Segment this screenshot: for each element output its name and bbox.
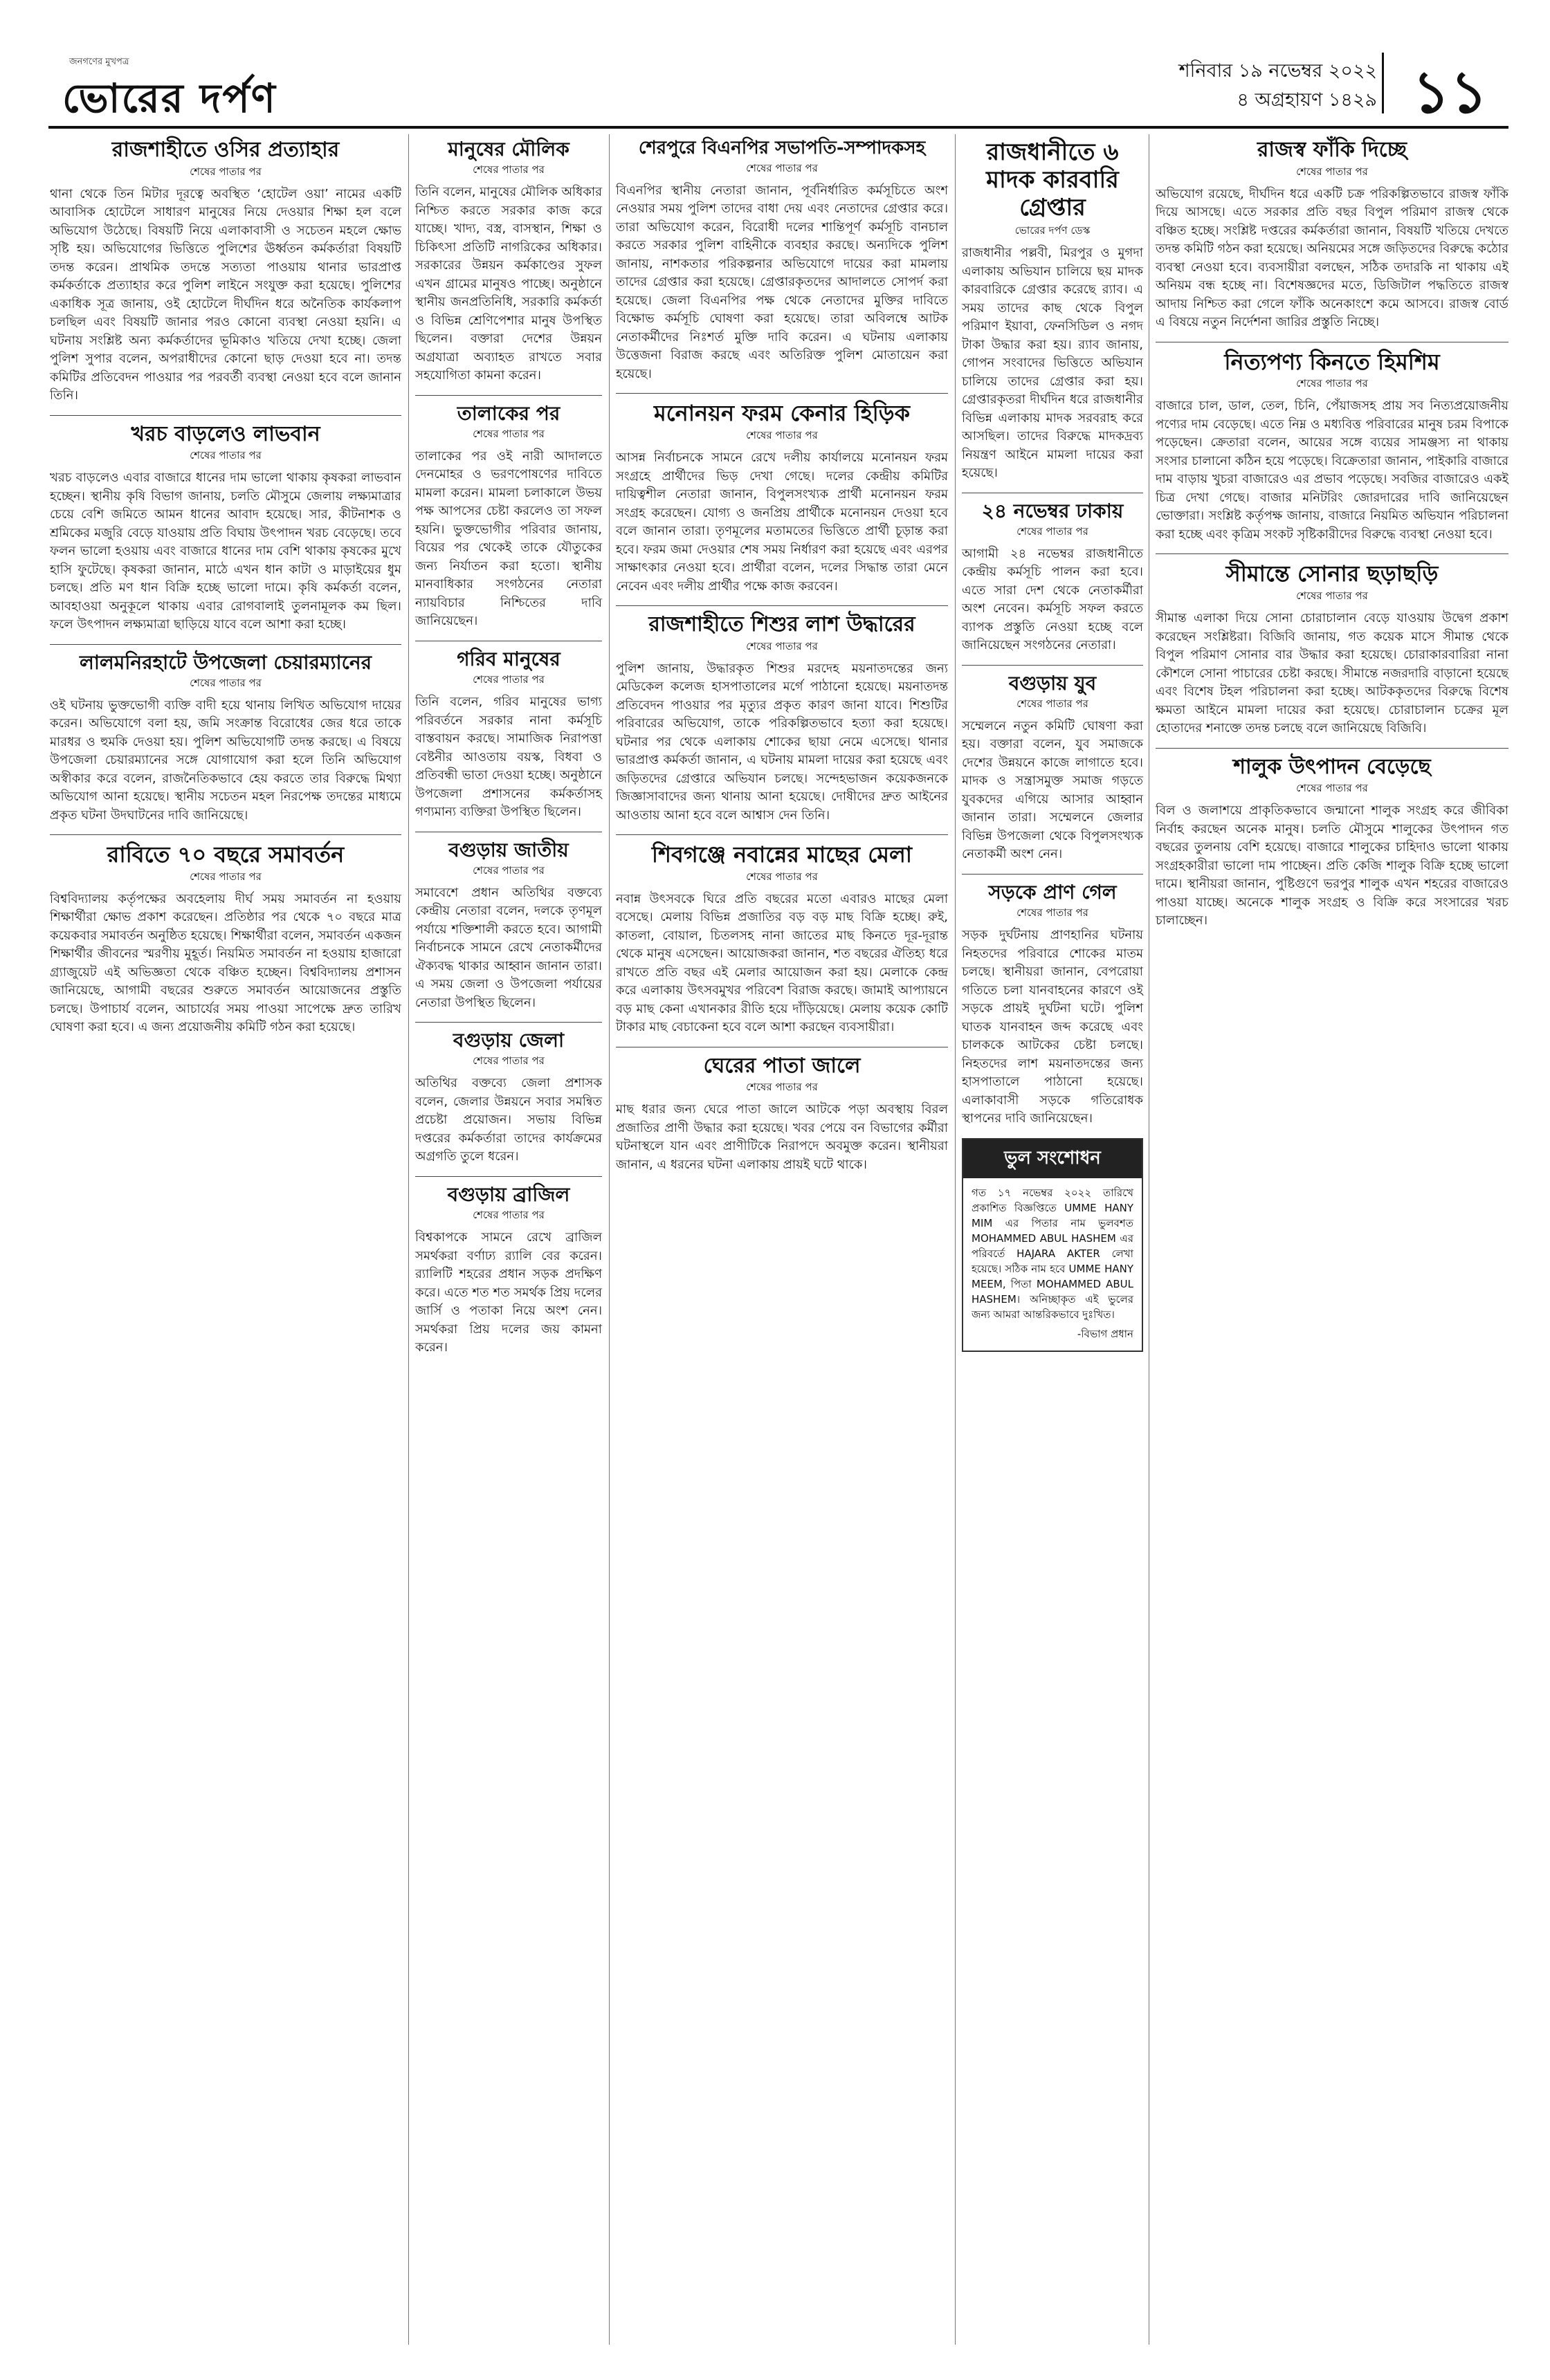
- column-1: [50, 134, 401, 1047]
- kicker: শেষের পাতার পর: [746, 870, 818, 883]
- kicker: শেষের পাতার পর: [190, 449, 262, 461]
- divider: [415, 1176, 602, 1177]
- headline: রাজস্ব ফাঁকি দিচ্ছে: [1257, 138, 1407, 162]
- headline: সড়কে প্রাণ গেল: [988, 880, 1117, 904]
- headline: রাজশাহীতে ওসির প্রত্যাহার: [111, 138, 340, 162]
- date-block: [1179, 57, 1377, 115]
- logo-text: ভোরের দর্পণ: [62, 75, 277, 122]
- article-simante: [1156, 561, 1508, 738]
- article-dhaka-24: [962, 500, 1143, 655]
- article-rabi-70: [50, 842, 401, 1037]
- headline: রাজশাহীতে শিশুর লাশ উদ্ধারের: [648, 612, 915, 637]
- headline: শিবগঞ্জে নবান্নের মাছের মেলা: [651, 841, 913, 868]
- article-bogura-jubo: [962, 672, 1143, 864]
- kicker: ভোরের দর্পণ ডেস্ক: [1014, 224, 1091, 237]
- tagline: জনগণের মুখপত্র: [69, 57, 129, 67]
- headline: মানুষের মৌলিক: [448, 138, 569, 161]
- kicker: শেষের পাতার পর: [1016, 697, 1088, 710]
- article-rajshahi-osir: [50, 138, 401, 405]
- article-bogura-brazil: [415, 1184, 602, 1357]
- divider: [616, 605, 948, 606]
- article-body: সড়ক দুর্ঘটনায় প্রাণহানির ঘটনায় নিহতদের পরিবারে শোকের মাতম চলছে। স্থানীয়রা জানান, বেপরোয়া গতিতে চলা যানবাহনের কারণে ওই সড়কে প্রায়ই দুর্ঘটনা ঘটে। পুলিশ ঘাতক যানবাহন জব্দ করেছে এবং চালককে আটকের চেষ্টা চলছে। নিহতদের লাশ ময়নাতদন্তের জন্য হাসপাতালে পাঠানো হয়েছে। এলাকাবাসী সড়কে গতিরোধক স্থাপনের দাবি জানিয়েছেন।: [962, 928, 1143, 1126]
- divider: [616, 834, 948, 835]
- article-body: খরচ বাড়লেও এবার বাজারে ধানের দাম ভালো থাকায় কৃষকরা লাভবান হচ্ছেন। স্থানীয় কৃষি বিভাগ জানায়, চলতি মৌসুমে জেলায় লক্ষ্যমাত্রার চেয়ে বেশি জমিতে আমন ধানের আবাদ হয়েছে। সার, কীটনাশক ও শ্রমিকের মজুরি বেড়ে যাওয়ায় প্রতি বিঘায় উৎপাদন খরচ বেড়েছে। তবে ফলন ভালো হওয়ায় এবং বাজারে ধানের দাম বেশি থাকায় কৃষকের মুখে হাসি ফুটেছে। কৃষকরা জানান, মাঠে এখন ধান কাটা ও মাড়াইয়ের ধুম চলছে। প্রতি মণ ধান বিক্রি হচ্ছে ভালো দামে। কৃষি কর্মকর্তা বলেন, আবহাওয়া অনুকূলে থাকায় এবার রোগবালাই তুলনামূলক কম ছিল। ফলে উৎপাদন লক্ষ্যমাত্রা ছাড়িয়ে যাবে বলে আশা করা হচ্ছে।: [50, 470, 401, 632]
- divider: [415, 395, 602, 396]
- column-separator: [955, 134, 956, 2345]
- kicker: শেষের পাতার পর: [190, 676, 262, 689]
- headline: গরিব মানুষের: [457, 647, 560, 670]
- column-separator: [408, 134, 409, 2345]
- article-body: অতিথির বক্তব্যে জেলা প্রশাসক বলেন, জেলার উন্নয়নে সবার সমন্বিত প্রচেষ্টা প্রয়োজন। সভায় বিভিন্ন দপ্তরের কর্মকর্তারা তাদের কার্যক্রমের অগ্রগতি তুলে ধরেন।: [415, 1076, 602, 1164]
- article-body: আগামী ২৪ নভেম্বর রাজধানীতে কেন্দ্রীয় কর্মসূচি পালন করা হবে। এতে সারা দেশ থেকে নেতাকর্মীরা অংশ নেবেন। কর্মসূচি সফল করতে ব্যাপক প্রস্তুতি নেওয়া হচ্ছে বলে জানিয়েছেন সংগঠনের নেতারা।: [962, 546, 1143, 653]
- article-body: তিনি বলেন, গরিব মানুষের ভাগ্য পরিবর্তনে সরকার নানা কর্মসূচি বাস্তবায়ন করছে। সামাজিক নিরাপত্তা বেষ্টনীর আওতায় বয়স্ক, বিধবা ও প্রতিবন্ধী ভাতা দেওয়া হচ্ছে। অনুষ্ঠানে উপজেলা প্রশাসনের কর্মকর্তাসহ গণ্যমান্য ব্যক্তিরা উপস্থিত ছিলেন।: [415, 695, 602, 820]
- article-body: থানা থেকে তিন মিটার দূরত্বে অবস্থিত ‘হোটেল ওয়া’ নামের একটি আবাসিক হোটেলে সাধারণ মানুষের নিয়ে দেওয়ার শিক্ষা হল বলে অভিযোগ উঠেছে। বিষয়টি নিয়ে এলাকাবাসী ও সচেতন মহলে ক্ষোভ সৃষ্টি হয়। অভিযোগের ভিত্তিতে পুলিশের ঊর্ধ্বতন কর্মকর্তারা বিষয়টি তদন্ত করেন। প্রাথমিক তদন্তে সত্যতা পাওয়ায় থানার ভারপ্রাপ্ত কর্মকর্তাকে প্রত্যাহার করে পুলিশ লাইনে সংযুক্ত করা হয়েছে। পুলিশের একাধিক সূত্র জানায়, ওই হোটেলে দীর্ঘদিন ধরে অনৈতিক কার্যকলাপ চলছিল এবং বিষয়টি জানার পরও কোনো ব্যবস্থা নেওয়া হয়নি। এ ঘটনায় সংশ্লিষ্ট অন্য কর্মকর্তাদের ভূমিকাও খতিয়ে দেখা হচ্ছে। জেলা পুলিশ সুপার বলেন, অপরাধীদের কোনো ছাড় দেওয়া হবে না। তদন্ত কমিটির প্রতিবেদন পাওয়ার পর পরবর্তী ব্যবস্থা নেওয়া হবে বলে জানান তিনি।: [50, 186, 401, 403]
- article-body: আসন্ন নির্বাচনকে সামনে রেখে দলীয় কার্যালয়ে মনোনয়ন ফরম সংগ্রহে প্রার্থীদের ভিড় দেখা গেছে। দলের কেন্দ্রীয় কমিটির দায়িত্বশীল নেতারা জানান, বিপুলসংখ্যক প্রার্থী মনোনয়ন ফরম সংগ্রহ করেছেন। যোগ্য ও জনপ্রিয় প্রার্থীকে মনোনয়ন দেওয়া হবে বলে জানান তারা। তৃণমূলের মতামতের ভিত্তিতে প্রার্থী চূড়ান্ত করা হবে। ফরম জমা দেওয়ার শেষ সময় নির্ধারণ করা হয়েছে এবং এরপর সাক্ষাৎকার নেওয়া হবে। প্রার্থীরা বলেন, দলের সিদ্ধান্ত তারা মেনে নেবেন এবং দলীয় প্রার্থীর পক্ষে কাজ করবেন।: [616, 450, 948, 594]
- headline: ২৪ নভেম্বর ঢাকায়: [981, 499, 1124, 522]
- kicker: শেষের পাতার পর: [1296, 377, 1368, 390]
- kicker: শেষের পাতার পর: [473, 673, 545, 686]
- newspaper-logo: [62, 68, 277, 135]
- kicker: শেষের পাতার পর: [1016, 906, 1088, 919]
- divider: [962, 665, 1143, 666]
- headline: তালাকের পর: [457, 401, 560, 425]
- correction-body: গত ১৭ নভেম্বর ২০২২ তারিখে প্রকাশিত বিজ্ঞপ্তিতে UMME HANY MIM এর পিতার নাম ভুলবশত MOHAMMED ABUL HASHEM এর পরিবর্তে HAJARA AKTER লেখা হয়েছে। সঠিক নাম হবে UMME HANY MEEM, পিতা MOHAMMED ABUL HASHEM। অনিচ্ছাকৃত এই ভুলের জন্য আমরা আন্তরিকভাবে দুঃখিত।: [972, 1186, 1133, 1321]
- article-garib: [415, 648, 602, 822]
- article-manusher: [415, 138, 602, 385]
- kicker: শেষের পাতার পর: [473, 1054, 545, 1068]
- article-manonayan: [616, 401, 948, 596]
- article-body: বিএনপির স্থানীয় নেতারা জানান, পূর্বনির্ধারিত কর্মসূচিতে অংশ নেওয়ার সময় পুলিশ তাদের বাধা দেয় এবং নেতাদের গ্রেপ্তার করে। তারা অভিযোগ করেন, বিরোধী দলের শান্তিপূর্ণ কর্মসূচি বানচাল করতে সরকার পুলিশ বাহিনীকে ব্যবহার করছে। অন্যদিকে পুলিশ জানায়, নাশকতার পরিকল্পনার অভিযোগে দায়ের করা মামলায় তাদের গ্রেপ্তার করা হয়েছে। গ্রেপ্তারকৃতদের আদালতে সোপর্দ করা হয়েছে। জেলা বিএনপির পক্ষ থেকে নেতাদের মুক্তির দাবিতে বিক্ষোভ কর্মসূচি ঘোষণা করা হয়েছে। তারা অবিলম্বে আটক নেতাকর্মীদের নিঃশর্ত মুক্তি দাবি করেন। এ ঘটনায় এলাকায় উত্তেজনা বিরাজ করছে এবং অতিরিক্ত পুলিশ মোতায়েন করা হয়েছে।: [616, 183, 948, 381]
- page-number: ১১: [1412, 57, 1488, 126]
- column-3: [616, 134, 948, 1184]
- date-divider: [1382, 53, 1384, 113]
- kicker: শেষের পাতার পর: [746, 161, 818, 174]
- kicker: শেষের পাতার পর: [746, 429, 818, 442]
- kicker: শেষের পাতার পর: [1296, 782, 1368, 795]
- divider: [50, 644, 401, 645]
- article-body: বিল ও জলাশয়ে প্রাকৃতিকভাবে জন্মানো শালুক সংগ্রহ করে জীবিকা নির্বাহ করছেন অনেক মানুষ। চলতি মৌসুমে শালুকের উৎপাদন গত বছরের তুলনায় বেশি হয়েছে। বাজারে শালুকের চাহিদাও ভালো থাকায় সংগ্রহকারীরা ভালো দাম পাচ্ছেন। প্রতি কেজি শালুক বিক্রি হচ্ছে ভালো দামে। স্থানীয়রা জানান, পুষ্টিগুণে ভরপুর শালুক এখন শহরের বাজারেও পাওয়া যাচ্ছে। অনেকে শালুক সংগ্রহ ও বিক্রি করে সংসারের খরচ চালাচ্ছেন।: [1156, 803, 1508, 928]
- article-body: সম্মেলনে নতুন কমিটি ঘোষণা করা হয়। বক্তারা বলেন, যুব সমাজকে দেশের উন্নয়নে কাজে লাগাতে হবে। মাদক ও সন্ত্রাসমুক্ত সমাজ গড়তে যুবকদের এগিয়ে আসার আহ্বান জানান তারা। সম্মেলনে জেলার বিভিন্ন উপজেলা থেকে বিপুলসংখ্যক নেতাকর্মী অংশ নেন।: [962, 718, 1143, 862]
- article-body: অভিযোগ রয়েছে, দীর্ঘদিন ধরে একটি চক্র পরিকল্পিতভাবে রাজস্ব ফাঁকি দিয়ে আসছে। এতে সরকার প্রতি বছর বিপুল পরিমাণ রাজস্ব থেকে বঞ্চিত হচ্ছে। সংশ্লিষ্ট দপ্তরের কর্মকর্তারা জানান, বিষয়টি খতিয়ে দেখতে তদন্ত কমিটি গঠন করা হয়েছে। অনিয়মের সঙ্গে জড়িতদের বিরুদ্ধে কঠোর ব্যবস্থা নেওয়া হবে। ব্যবসায়ীরা বলছেন, সঠিক তদারকি না থাকায় এই অনিয়ম বন্ধ হচ্ছে না। বিশেষজ্ঞদের মতে, ডিজিটাল পদ্ধতিতে রাজস্ব আদায় নিশ্চিত করা গেলে ফাঁকি অনেকাংশে কমে আসবে। রাজস্ব বোর্ড এ বিষয়ে নতুন নির্দেশনা জারির প্রস্তুতি নিচ্ছে।: [1156, 186, 1508, 329]
- date-bengali: ৪ অগ্রহায়ণ ১৪২৯: [1237, 89, 1377, 111]
- headline: খরচ বাড়লেও লাভবান: [131, 421, 320, 446]
- article-body: তিনি বলেন, মানুষের মৌলিক অধিকার নিশ্চিত করতে সরকার কাজ করে যাচ্ছে। খাদ্য, বস্ত্র, বাসস্থান, শিক্ষা ও চিকিৎসা প্রতিটি নাগরিকের অধিকার। সরকারের উন্নয়ন কর্মকাণ্ডের সুফল এখন গ্রামের মানুষও পাচ্ছে। অনুষ্ঠানে স্থানীয় জনপ্রতিনিধি, সরকারি কর্মকর্তা ও বিভিন্ন শ্রেণিপেশার মানুষ উপস্থিত ছিলেন। বক্তারা দেশের উন্নয়ন অগ্রযাত্রা অব্যাহত রাখতে সবার সহযোগিতা কামনা করেন।: [415, 185, 602, 383]
- kicker: শেষের পাতার পর: [473, 427, 545, 440]
- correction-title: ভুল সংশোধন: [963, 1139, 1142, 1178]
- kicker: শেষের পাতার পর: [746, 639, 818, 652]
- article-body: তালাকের পর ওই নারী আদালতে দেনমোহর ও ভরণপোষণের দাবিতে মামলা করেন। মামলা চলাকালে উভয় পক্ষ আপসের চেষ্টা করলেও তা সফল হয়নি। ভুক্তভোগীর পরিবার জানায়, বিয়ের পর থেকেই তাকে যৌতুকের জন্য নির্যাতন করা হতো। স্থানীয় মানবাধিকার সংগঠনের নেতারা ন্যায়বিচার নিশ্চিতের দাবি জানিয়েছেন।: [415, 448, 602, 629]
- kicker: শেষের পাতার পর: [746, 1081, 818, 1094]
- kicker: শেষের পাতার পর: [473, 163, 545, 176]
- headline: লালমনিরহাটে উপজেলা চেয়ারম্যানের: [79, 650, 372, 674]
- column-4: [962, 134, 1143, 1352]
- article-rajshahi-shishu: [616, 613, 948, 825]
- divider: [962, 874, 1143, 875]
- correction-notice: [962, 1138, 1143, 1352]
- headline: রাবিতে ৭০ বছরে সমাবর্তন: [107, 841, 345, 868]
- date-gregorian: শনিবার ১৯ নভেম্বর ২০২২: [1178, 60, 1377, 82]
- headline: বগুড়ায় ব্রাজিল: [447, 1182, 570, 1206]
- divider: [1156, 748, 1508, 749]
- article-kharach: [50, 423, 401, 634]
- column-2: [415, 134, 602, 1367]
- kicker: শেষের পাতার পর: [473, 1209, 545, 1222]
- divider: [415, 1022, 602, 1023]
- article-sherpur: [616, 138, 948, 383]
- article-body: নবান্ন উৎসবকে ঘিরে প্রতি বছরের মতো এবারও মাছের মেলা বসেছে। মেলায় বিভিন্ন প্রজাতির বড় বড় মাছ বিক্রি হচ্ছে। রুই, কাতলা, বোয়াল, চিতলসহ নানা জাতের মাছ কিনতে দূর-দূরান্ত থেকে মানুষ এসেছেন। আয়োজকরা জানান, শত বছরের ঐতিহ্য ধরে রাখতে প্রতি বছর এই মেলার আয়োজন করা হয়। মেলাকে কেন্দ্র করে এলাকায় উৎসবমুখর পরিবেশ বিরাজ করছে। জামাই আপ্যায়নে বড় মাছ কেনা এখানকার রীতি হয়ে দাঁড়িয়েছে। মেলায় কয়েক কোটি টাকার মাছ বেচাকেনা হবে বলে আশা করছেন ব্যবসায়ীরা।: [616, 891, 948, 1035]
- article-body: ওই ঘটনায় ভুক্তভোগী ব্যক্তি বাদী হয়ে থানায় লিখিত অভিযোগ দায়ের করেন। অভিযোগে বলা হয়, জমি সংক্রান্ত বিরোধের জের ধরে তাকে মারধর ও হুমকি দেওয়া হয়। পুলিশ অভিযোগটি তদন্ত করছে। এ বিষয়ে উপজেলা চেয়ারম্যানের সঙ্গে যোগাযোগ করা হলে তিনি অভিযোগ অস্বীকার করে বলেন, রাজনৈতিকভাবে হেয় করতে তার বিরুদ্ধে মিথ্যা অভিযোগ আনা হয়েছে। স্থানীয় সচেতন মহল নিরপেক্ষ তদন্তের মাধ্যমে প্রকৃত ঘটনা উদঘাটনের দাবি জানিয়েছে।: [50, 697, 401, 823]
- headline: নিত্যপণ্য কিনতে হিমশিম: [1224, 348, 1440, 375]
- correction-signoff: -বিভাগ প্রধান: [1077, 1327, 1133, 1340]
- article-talaker: [415, 403, 602, 631]
- divider: [616, 393, 948, 394]
- divider: [1156, 553, 1508, 554]
- headline: সীমান্তে সোনার ছড়াছড়ি: [1225, 560, 1439, 587]
- article-shibganj: [616, 842, 948, 1037]
- article-body: পুলিশ জানায়, উদ্ধারকৃত শিশুর মরদেহ ময়নাতদন্তের জন্য মেডিকেল কলেজ হাসপাতালের মর্গে পাঠানো হয়েছে। ময়নাতদন্ত প্রতিবেদন পাওয়ার পর মৃত্যুর প্রকৃত কারণ জানা যাবে। শিশুটির পরিবারের অভিযোগ, তাকে পরিকল্পিতভাবে হত্যা করা হয়েছে। ঘটনার পর থেকে এলাকায় শোকের ছায়া নেমে এসেছে। থানার ভারপ্রাপ্ত কর্মকর্তা জানান, এ ঘটনায় মামলা দায়ের করা হয়েছে এবং জড়িতদের গ্রেপ্তারে অভিযান চলছে। সন্দেহভাজন কয়েকজনকে জিজ্ঞাসাবাদের জন্য থানায় আনা হয়েছে। দোষীদের দ্রুত আইনের আওতায় আনা হবে বলে আশ্বাস দেন তিনি।: [616, 661, 948, 823]
- headline: রাজধানীতে ৬ মাদক কারবারি গ্রেপ্তার: [986, 138, 1119, 221]
- kicker: শেষের পাতার পর: [473, 863, 545, 877]
- divider: [50, 834, 401, 835]
- article-bogura-jatiyo: [415, 839, 602, 1013]
- headline: শেরপুরে বিএনপির সভাপতি-সম্পাদকসহ: [638, 138, 926, 158]
- divider: [50, 415, 401, 416]
- kicker: শেষের পাতার পর: [1016, 524, 1088, 538]
- article-sarake: [962, 881, 1143, 1128]
- masthead-rule: [48, 126, 1508, 129]
- article-body: রাজধানীর পল্লবী, মিরপুর ও মুগদা এলাকায় অভিযান চালিয়ে ছয় মাদক কারবারিকে গ্রেপ্তার করেছে র‍্যাব। এ সময় তাদের কাছ থেকে বিপুল পরিমাণ ইয়াবা, ফেনসিডিল ও নগদ টাকা উদ্ধার করা হয়। র‍্যাব জানায়, গোপন সংবাদের ভিত্তিতে অভিযান চালিয়ে তাদের গ্রেপ্তার করা হয়। গ্রেপ্তারকৃতরা দীর্ঘদিন ধরে রাজধানীর বিভিন্ন এলাকায় মাদক সরবরাহ করে আসছিল। তাদের বিরুদ্ধে মাদকদ্রব্য নিয়ন্ত্রণ আইনে মামলা দায়ের করা হয়েছে।: [962, 246, 1143, 480]
- masthead: [48, 42, 1508, 125]
- column-5: [1156, 134, 1508, 940]
- kicker: শেষের পাতার পর: [190, 870, 262, 883]
- article-body: সীমান্ত এলাকা দিয়ে সোনা চোরাচালান বেড়ে যাওয়ায় উদ্বেগ প্রকাশ করেছেন সংশ্লিষ্টরা। বিজিবি জানায়, গত কয়েক মাসে সীমান্ত থেকে বিপুল পরিমাণ সোনার বার উদ্ধার করা হয়েছে। চোরাকারবারিরা নানা কৌশলে সোনা পাচারের চেষ্টা করছে। সীমান্তে নজরদারি বাড়ানো হয়েছে এবং বিশেষ টহল পরিচালনা করা হচ্ছে। আটককৃতদের বিরুদ্ধে বিশেষ ক্ষমতা আইনে মামলা দায়ের করা হয়েছে। চোরাচালান চক্রের মূল হোতাদের শনাক্তে তদন্ত চলছে বলে জানিয়েছে বিজিবি।: [1156, 611, 1508, 736]
- article-lalmonirhat: [50, 652, 401, 825]
- headline: শালুক উৎপাদন বেড়েছে: [1233, 754, 1431, 779]
- article-body: বিশ্বকাপকে সামনে রেখে ব্রাজিল সমর্থকরা বর্ণাঢ্য র‍্যালি বের করেন। র‍্যালিটি শহরের প্রধান সড়ক প্রদক্ষিণ করে। এতে শত শত সমর্থক প্রিয় দলের জার্সি ও পতাকা নিয়ে অংশ নেন। সমর্থকরা প্রিয় দলের জয় কামনা করেন।: [415, 1230, 602, 1355]
- article-body: সমাবেশে প্রধান অতিথির বক্তব্যে কেন্দ্রীয় নেতারা বলেন, দলকে তৃণমূল পর্যায়ে শক্তিশালী করতে হবে। আগামী নির্বাচনকে সামনে রেখে নেতাকর্মীদের ঐক্যবদ্ধ থাকার আহ্বান জানান তারা। এ সময় জেলা ও উপজেলা পর্যায়ের নেতারা উপস্থিত ছিলেন।: [415, 885, 602, 1010]
- article-bogura-jela: [415, 1029, 602, 1166]
- article-rajdhani: [962, 138, 1143, 483]
- article-rajasv: [1156, 138, 1508, 332]
- column-separator: [609, 134, 610, 2345]
- article-ghorer-pata: [616, 1054, 948, 1175]
- headline: বগুড়ায় যুব: [1008, 671, 1097, 695]
- headline: বগুড়ায় জাতীয়: [448, 838, 569, 861]
- headline: মনোনয়ন ফরম কেনার হিড়িক: [654, 400, 910, 427]
- kicker: শেষের পাতার পর: [1296, 165, 1368, 178]
- kicker: শেষের পাতার পর: [190, 165, 262, 178]
- article-body: বাজারে চাল, ডাল, তেল, চিনি, পেঁয়াজসহ প্রায় সব নিত্যপ্রয়োজনীয় পণ্যের দাম বেড়েছে। এতে নিম্ন ও মধ্যবিত্ত পরিবারের মানুষ চরম বিপাকে পড়েছেন। ক্রেতারা বলেন, আয়ের সঙ্গে ব্যয়ের সামঞ্জস্য না থাকায় সংসার চালানো কঠিন হয়ে পড়েছে। বিক্রেতারা জানান, পাইকারি বাজারে দাম বাড়ায় খুচরা বাজারেও এর প্রভাব পড়েছে। সবজির বাজারেও একই চিত্র দেখা গেছে। বাজার মনিটরিং জোরদারের দাবি জানিয়েছেন ভোক্তারা। সংশ্লিষ্ট কর্তৃপক্ষ জানায়, বাজারে নিয়মিত অভিযান পরিচালনা করা হচ্ছে এবং কৃত্রিম সংকট সৃষ্টিকারীদের বিরুদ্ধে ব্যবস্থা নেওয়া হবে।: [1156, 399, 1508, 542]
- article-nityapanya: [1156, 349, 1508, 544]
- headline: বগুড়ায় জেলা: [453, 1029, 565, 1052]
- article-body: বিশ্ববিদ্যালয় কর্তৃপক্ষের অবহেলায় দীর্ঘ সময় সমাবর্তন না হওয়ায় শিক্ষার্থীরা ক্ষোভ প্রকাশ করেছেন। প্রতিষ্ঠার পর থেকে ৭০ বছরে মাত্র কয়েকবার সমাবর্তন অনুষ্ঠিত হয়েছে। শিক্ষার্থীরা বলেন, সমাবর্তন একজন শিক্ষার্থীর জীবনের স্মরণীয় মুহূর্ত। নিয়মিত সমাবর্তন না হওয়ায় হাজারো গ্র্যাজুয়েট এই অভিজ্ঞতা থেকে বঞ্চিত হচ্ছেন। বিশ্ববিদ্যালয় প্রশাসন জানিয়েছে, আগামী বছরের শুরুতে সমাবর্তন আয়োজনের প্রস্তুতি চলছে। উপাচার্য বলেন, আচার্যের সময় পাওয়া সাপেক্ষে দ্রুত তারিখ ঘোষণা করা হবে। এ জন্য প্রয়োজনীয় কমিটি গঠন করা হয়েছে।: [50, 891, 401, 1035]
- kicker: শেষের পাতার পর: [1296, 589, 1368, 603]
- headline: ঘেরের পাতা জালে: [703, 1053, 861, 1078]
- article-body: মাছ ধরার জন্য ঘেরে পাতা জালে আটকে পড়া অবস্থায় বিরল প্রজাতির প্রাণী উদ্ধার করা হয়েছে। খবর পেয়ে বন বিভাগের কর্মীরা ঘটনাস্থলে যান এবং প্রাণীটিকে নিরাপদে অবমুক্ত করেন। স্থানীয়রা জানান, এ ধরনের ঘটনা এলাকায় প্রায়ই ঘটে থাকে।: [616, 1102, 948, 1172]
- article-shaluk: [1156, 756, 1508, 931]
